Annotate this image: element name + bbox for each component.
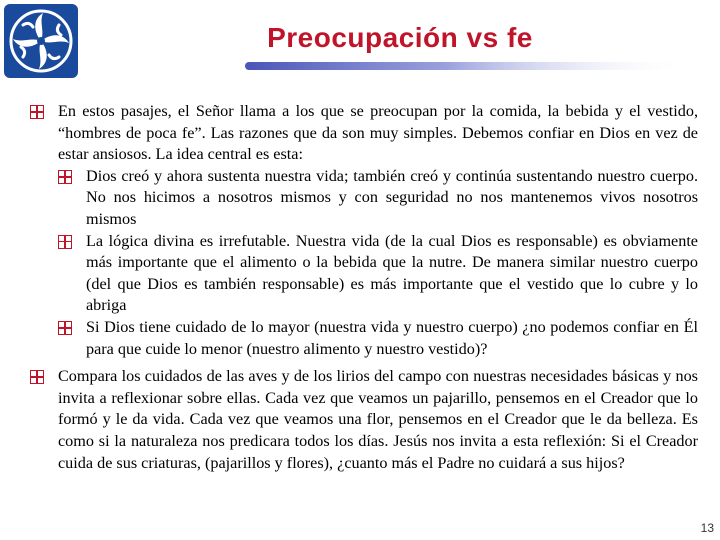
logo-icon (3, 3, 79, 79)
sub-bullet-text: La lógica divina es irrefutable. Nuestra vida (de la cual Dios es responsable) es obviamente más importante que el alimento o la bebida que la nutre. De manera similar nuestro cuerpo (del que Dios es también responsable) es más importante que el vestido que lo cubre y lo abriga (86, 231, 698, 315)
sub-bullet-text: Si Dios tiene cuidado de lo mayor (nuestra vida y nuestro cuerpo) ¿no podemos confiar en Él para que cuide lo menor (nuestro alimento y nuestro vestido)? (86, 317, 698, 358)
bullet-item (30, 366, 698, 474)
sub-bullet-item (30, 317, 698, 360)
slide-content (30, 101, 698, 474)
bullet-item (30, 101, 698, 166)
boxed-cross-bullet-icon (30, 105, 44, 119)
boxed-cross-bullet-icon (58, 321, 72, 335)
page-title: Preocupación vs fe (267, 22, 533, 53)
bullet-text: En estos pasajes, el Señor llama a los que se preocupan por la comida, la bebida y el vestido, “hombres de poca fe”. Las razones que da son muy simples. Debemos confiar en Dios en vez de estar ansiosos. La idea central es esta: (58, 102, 698, 164)
boxed-cross-bullet-icon (58, 235, 72, 249)
page-number: 13 (700, 521, 714, 535)
sub-bullet-item (30, 231, 698, 317)
sub-bullet-text: Dios creó y ahora sustenta nuestra vida; también creó y continúa sustentando nuestro cuerpo. No nos hicimos a nosotros mismos y con seguridad no nos mantenemos vivos nosotros mismos (86, 166, 698, 228)
title-underline-bar (245, 62, 690, 70)
bullet-text: Compara los cuidados de las aves y de los lirios del campo con nuestras necesidades básicas y nos invita a reflexionar sobre ellas. Cada vez que veamos un pajarillo, pensemos en el Creador que lo formó y le da vida. Cada vez que veamos una flor, pensemos en el Creador que le da belleza. Es como si la naturaleza nos predicara todos los días. Jesús nos invita a esta reflexión: Si el Creador cuida de sus criaturas, (pajarillos y flores), ¿cuanto más el Padre no cuidará a sus hijos? (58, 367, 698, 472)
boxed-cross-bullet-icon (30, 370, 44, 384)
boxed-cross-bullet-icon (58, 170, 72, 184)
sub-bullet-item (30, 166, 698, 231)
